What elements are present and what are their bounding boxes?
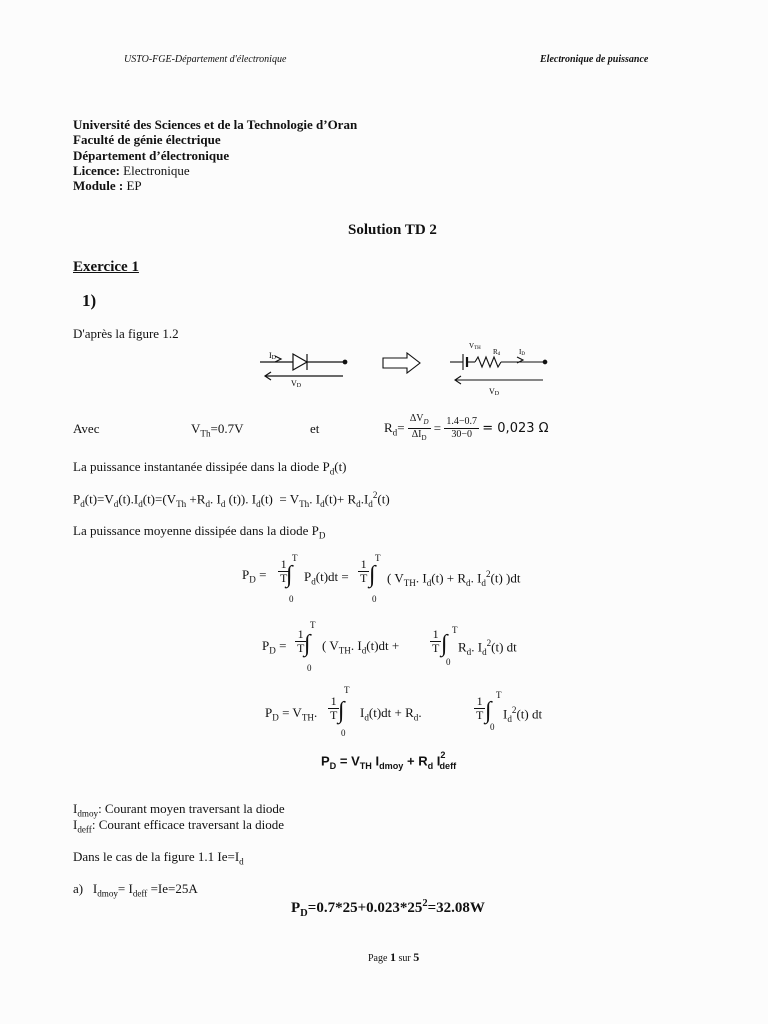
eq1-int2-upper: T xyxy=(375,553,381,563)
module-line: Module : EP xyxy=(73,178,142,193)
rd-formula: $R_d=$ $\frac{\Delta V_D}{\Delta I_D}$ = $\frac{1.4-0.7}{30-0}$ = 0,023 Ω xyxy=(384,413,549,442)
eq2-frac: $\frac{1}{T}$ xyxy=(297,627,305,655)
id-label: ID xyxy=(269,351,277,361)
document-page: USTO-FGE-Département d'électronique Electronique de puissance Université des Sciences et de la Technologie d’Oran Faculté de génie électrique Département d’électronique Licence: Electronique Module : EP Solution TD 2 Exercice 1 1) D'après la figure 1.2 ID VD VTH Rd ID VD Avec $V_{Th}=0.7V$ et $R_d=$ $\frac{\Delta V_D}{\Delta I_D}$ = $\frac{1.4-0.7}{30-0}$ = 0,023 Ω La puissance instantanée dissipée dans la diode $P_d(t)$ $P_d(t)=V_d(t).I_d(t)=(V_{Th} +R_d$. $I_d$ (t)). $I_d(t) = V_{Th}$. $I_d(t)+ R_d.I_d^2(t)$ La puissance moyenne dissipée dans la diode $P_D$ $P_D$ = $\frac{1}{T}$ T ∫ 0 $P_d(t)dt$ = $\frac{1}{T}$ T ∫ 0 ( $V_{TH}$. $I_d(t) + R_d$. $I_d^2(t)$ )dt $P_D$ = $\frac{1}{T}$ T ∫ 0 ( $V_{TH}$. $I_d(t)dt$ + $\frac{1}{T}$ T ∫ 0 $R_d$. $I_d^2(t)$ dt $P_D = V_{TH}$. $\frac{1}{T}$ T ∫ 0 $I_d(t)dt + R_d$. $\frac{1}{T}$ T ∫ 0 $I_d^2(t)$ dt $P_D = V_{TH}$ $I_{dmoy} + R_d$ $I^2_{deff}$ $I_{dmoy}$: Courant moyen traversant la diode $I_{deff}$: Courant efficace traversant la diode Dans le cas de la figure 1.1 $Ie=I_d$ a) $I_{dmoy}= I_{deff} =Ie=25A$ $P_D=0.7*25+0.023*25^2=32.08W$ Page 1 sur 5 xyxy=(0,0,768,1024)
eq1-int2-lower: 0 xyxy=(372,594,377,604)
rd-label: Rd xyxy=(493,348,501,357)
id-label-2: ID xyxy=(519,348,525,357)
diode-equivalence-figure xyxy=(255,340,555,400)
vth-value: $V_{Th}=0.7V$ xyxy=(191,421,244,439)
vd-label-2: VD xyxy=(489,387,500,397)
def-ideff: $I_{deff}$: Courant efficace traversant la diode xyxy=(73,817,284,835)
institution-name: Université des Sciences et de la Technologie d’Oran xyxy=(73,117,358,132)
integral-icon: ∫ xyxy=(286,562,293,588)
eq3-lhs: $P_D = V_{TH}$. xyxy=(265,705,318,723)
vth-label: VTH xyxy=(469,342,481,351)
question-number: 1) xyxy=(82,291,97,310)
eq2-body2: $R_d$. $I_d^2(t)$ dt xyxy=(458,638,517,657)
integral-icon-2: ∫ xyxy=(369,562,376,588)
p-inst-equation: $P_d(t)=V_d(t).I_d(t)=(V_{Th} +R_d$. $I_d$ (t)). $I_d(t) = V_{Th}$. $I_d(t)+ R_d.I_d^2(t)$ xyxy=(73,490,390,509)
integral-icon-3: ∫ xyxy=(304,631,311,657)
header-right: Electronique de puissance xyxy=(540,54,649,65)
p-moy-text: La puissance moyenne dissipée dans la diode $P_D$ xyxy=(73,523,326,541)
eq1-int-lower: 0 xyxy=(289,594,294,604)
eq3-body2: $I_d^2(t)$ dt xyxy=(503,705,543,724)
eq1-body2: ( $V_{TH}$. $I_d(t) + R_d$. $I_d^2(t)$ )dt xyxy=(387,569,521,588)
licence-line: Licence: Electronique xyxy=(73,163,190,178)
et-word: et xyxy=(310,421,320,436)
eq1-int-upper: T xyxy=(292,553,298,563)
eq1-frac: $\frac{1}{T}$ xyxy=(280,557,288,585)
page-title: Solution TD 2 xyxy=(348,222,437,238)
equivalence-arrow-icon xyxy=(383,353,420,373)
department-name: Département d’électronique xyxy=(73,148,230,163)
eq1-body1: $P_d(t)dt$ = xyxy=(304,569,349,587)
integral-icon-5: ∫ xyxy=(338,698,345,724)
eq3-body1: $I_d(t)dt + R_d$. xyxy=(360,705,422,723)
exercise-heading: Exercice 1 xyxy=(73,259,139,275)
result-line: $P_D=0.7*25+0.023*25^2=32.08W$ xyxy=(291,898,485,919)
eq1-frac2: $\frac{1}{T}$ xyxy=(360,557,368,585)
part-a: a) $I_{dmoy}= I_{deff} =Ie=25A$ xyxy=(73,881,198,899)
def-idmoy: $I_{dmoy}$: Courant moyen traversant la diode xyxy=(73,801,285,819)
integral-icon-4: ∫ xyxy=(441,631,448,657)
battery-resistor-symbol xyxy=(450,354,547,384)
integral-icon-6: ∫ xyxy=(485,698,492,724)
case-text: Dans le cas de la figure 1.1 $Ie=I_d$ xyxy=(73,849,244,867)
faculty-name: Faculté de génie électrique xyxy=(73,132,221,147)
final-formula: $P_D = V_{TH}$ $I_{dmoy} + R_d$ $I^2_{deff}$ xyxy=(321,750,457,771)
figure-intro: D'après la figure 1.2 xyxy=(73,326,179,341)
eq2-body1: ( $V_{TH}$. $I_d(t)dt$ + xyxy=(322,638,400,656)
p-inst-text: La puissance instantanée dissipée dans la diode $P_d(t)$ xyxy=(73,459,347,477)
eq2-lhs: $P_D$ = xyxy=(262,638,287,656)
eq3-frac2: $\frac{1}{T}$ xyxy=(476,694,484,722)
vd-label: VD xyxy=(291,379,302,389)
eq2-frac2: $\frac{1}{T}$ xyxy=(432,627,440,655)
eq1-lhs: $P_D$ = xyxy=(242,567,267,585)
avec-label: Avec xyxy=(73,421,100,436)
eq3-frac: $\frac{1}{T}$ xyxy=(330,694,338,722)
header-left: USTO-FGE-Département d'électronique xyxy=(124,54,287,65)
page-footer: Page 1 sur 5 xyxy=(368,950,420,964)
